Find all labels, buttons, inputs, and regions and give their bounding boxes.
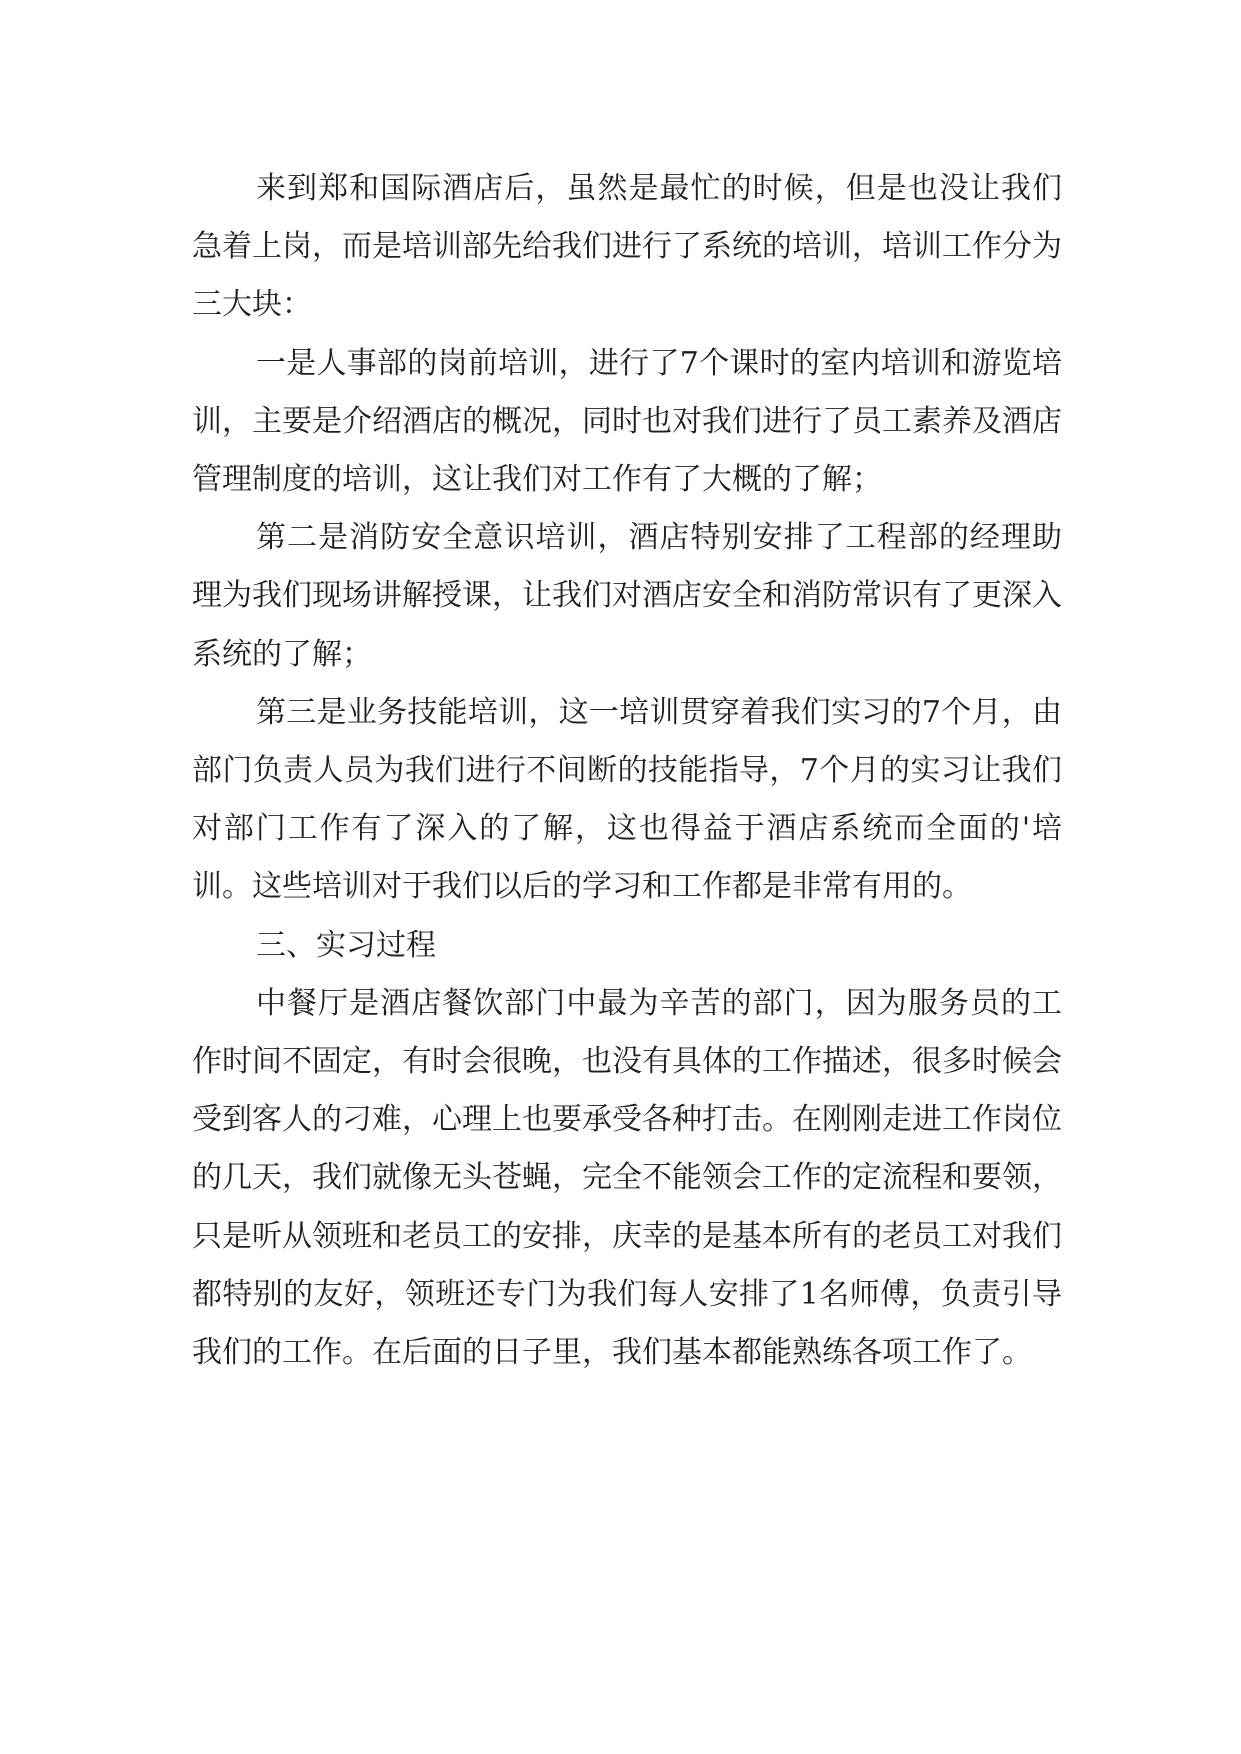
paragraph-skills-training: 第三是业务技能培训，这一培训贯穿着我们实习的7个月，由部门负责人员为我们进行不间断的技能指导，7个月的实习让我们对部门工作有了深入的了解，这也得益于酒店系统而全面的'培训。这些培训对于我们以后的学习和工作都是非常有用的。	[192, 694, 1062, 905]
paragraph-chinese-restaurant: 中餐厅是酒店餐饮部门中最为辛苦的部门，因为服务员的工作时间不固定，有时会很晚，也没有具体的工作描述，很多时候会受到客人的刁难，心理上也要承受各种打击。在刚刚走进工作岗位的几天，我们就像无头苍蝇，完全不能领会工作的定流程和要领，只是听从领班和老员工的安排，庆幸的是基本所有的老员工对我们都特别的友好，领班还专门为我们每人安排了1名师傅，负责引导我们的工作。在后面的日子里，我们基本都能熟练各项工作了。	[192, 985, 1062, 1371]
paragraph-hr-training: 一是人事部的岗前培训，进行了7个课时的室内培训和游览培训，主要是介绍酒店的概况，同时也对我们进行了员工素养及酒店管理制度的培训，这让我们对工作有了大概的了解；	[192, 345, 1062, 498]
paragraph-fire-safety-training: 第二是消防安全意识培训，酒店特别安排了工程部的经理助理为我们现场讲解授课，让我们对酒店安全和消防常识有了更深入系统的了解；	[192, 520, 1062, 672]
section-heading-internship-process: 三、实习过程	[256, 927, 436, 963]
paragraph-training-intro: 来到郑和国际酒店后，虽然是最忙的时候，但是也没让我们急着上岗，而是培训部先给我们进行了系统的培训，培训工作分为三大块：	[192, 171, 1062, 323]
document-body	[192, 160, 1062, 1382]
